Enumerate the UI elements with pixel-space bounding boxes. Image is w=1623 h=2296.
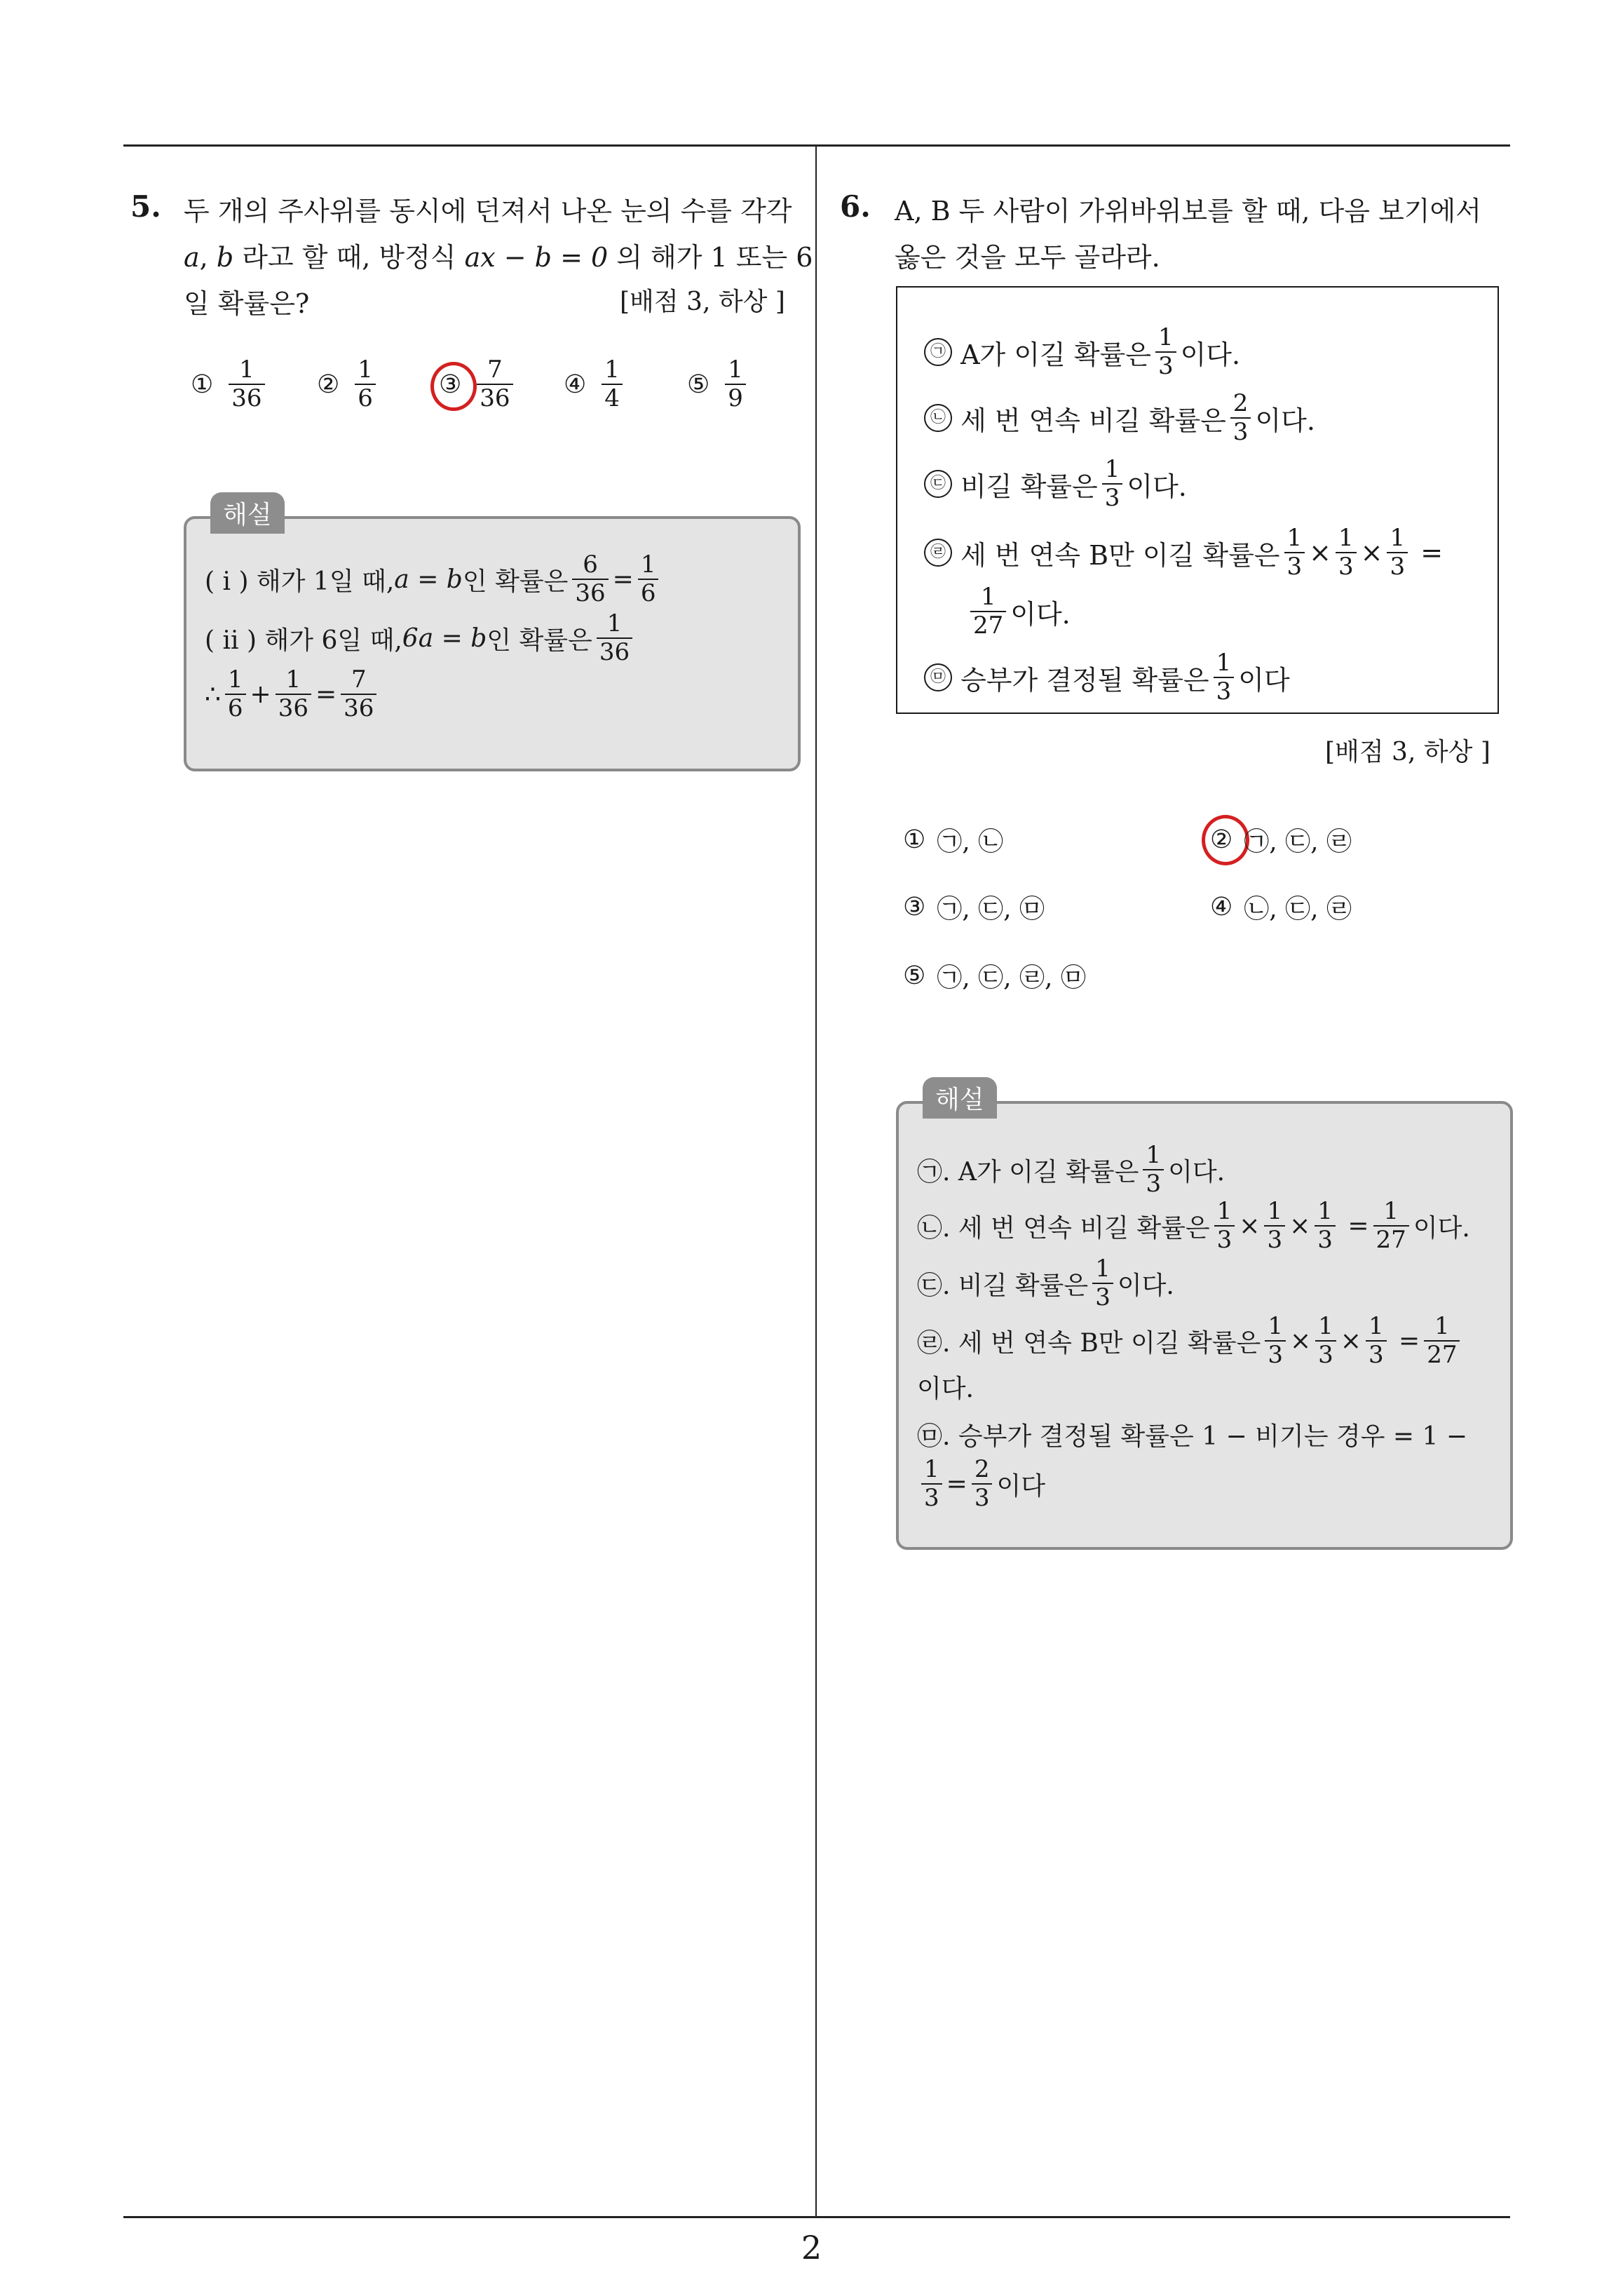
question-6-line-2: 옳은 것을 모두 골라라.	[895, 242, 1160, 273]
q5-choice-2[interactable]	[317, 356, 380, 412]
bogi-item-2: ㉡ 세 번 연속 비길 확률은 $\frac{2}{3}$ 이다.	[924, 390, 1315, 446]
choice-items: ㉠, ㉡	[937, 828, 1004, 856]
choice-items: ㉠, ㉢, ㉣	[1244, 828, 1352, 856]
column-divider	[815, 146, 817, 2216]
choice-mark: ④	[564, 370, 587, 399]
q6-choice-5[interactable]	[903, 958, 1086, 994]
equation: ax − b = 0	[464, 242, 609, 273]
q6-choice-4[interactable]	[1210, 889, 1352, 925]
choice-mark: ①	[191, 370, 214, 399]
var-a: a	[184, 242, 200, 273]
choice-fraction: $\frac{1}{9}$	[725, 356, 746, 412]
var-b: b	[216, 242, 234, 273]
q5-explanation-tag: 해설	[210, 492, 285, 534]
q6-choice-2[interactable]	[1210, 822, 1352, 858]
q6-explanation-line-2: ㉡. 세 번 연속 비길 확률은 $\frac{1}{3}$ × $\frac{1}{3}$ × $\frac{1}{3}$ = $\frac{1}{27}$ 이다.	[917, 1197, 1470, 1255]
choice-mark: ②	[317, 370, 340, 399]
choice-mark: ⑤	[687, 370, 710, 399]
bogi-mark-3: ㉢	[924, 470, 952, 498]
choice-items: ㉠, ㉢, ㉤	[937, 895, 1045, 924]
question-6-number: 6.	[840, 189, 871, 224]
bogi-item-1: ㉠ A가 이길 확률은 $\frac{1}{3}$ 이다.	[924, 324, 1240, 380]
question-6-line-1: A, B 두 사람이 가위바위보를 할 때, 다음 보기에서	[895, 196, 1481, 227]
question-5-line-3: 일 확률은?	[184, 288, 310, 319]
question-6-score: [배점 3, 하상 ]	[1325, 738, 1490, 767]
q5-explanation-line-1: ( i ) 해가 1일 때, a = b 인 확률은 $\frac{6}{36}$ = $\frac{1}{6}$	[205, 551, 663, 607]
q6-explanation-line-5: ㉤. 승부가 결정될 확률은 1 − 비기는 경우 = 1 −	[917, 1422, 1468, 1451]
choice-mark: ⑤	[903, 961, 926, 990]
line-2-end: 의 해가 1 또는 6	[608, 242, 813, 273]
bogi-item-3: ㉢ 비길 확률은 $\frac{1}{3}$ 이다.	[924, 456, 1187, 512]
line-2-mid: 라고 할 때, 방정식	[233, 242, 465, 273]
q5-choice-1[interactable]	[191, 356, 269, 412]
bottom-rule	[123, 2216, 1510, 2218]
bogi-item-5: ㉤ 승부가 결정될 확률은 $\frac{1}{3}$ 이다	[924, 649, 1290, 705]
q6-explanation-line-1: ㉠. A가 이길 확률은 $\frac{1}{3}$ 이다.	[917, 1141, 1225, 1198]
bogi-mark-4: ㉣	[924, 539, 952, 567]
choice-fraction: $\frac{7}{36}$	[477, 356, 512, 412]
q5-explanation-line-2: ( ii ) 해가 6일 때, 6a = b 인 확률은 $\frac{1}{36}$	[205, 610, 637, 666]
q5-choice-4[interactable]	[564, 356, 627, 412]
page-number: 2	[801, 2229, 822, 2267]
q6-explanation-line-4b: 이다.	[917, 1375, 974, 1403]
question-5-line-1: 두 개의 주사위를 동시에 던져서 나온 눈의 수를 각각	[184, 196, 792, 227]
choice-fraction: $\frac{1}{6}$	[355, 356, 376, 412]
bogi-mark-2: ㉡	[924, 404, 952, 432]
choice-mark: ①	[903, 825, 926, 854]
q6-explanation-line-3: ㉢. 비길 확률은 $\frac{1}{3}$ 이다.	[917, 1255, 1174, 1312]
top-rule	[123, 144, 1510, 147]
q5-choice-5[interactable]	[687, 356, 750, 412]
q5-choice-3[interactable]	[439, 356, 517, 412]
choice-mark: ③	[903, 893, 926, 921]
q6-explanation-tag: 해설	[923, 1077, 997, 1119]
question-5-score: [배점 3, 하상 ]	[620, 288, 785, 316]
bogi-mark-5: ㉤	[924, 663, 952, 691]
choice-mark: ②	[1210, 825, 1233, 854]
choice-items: ㉡, ㉢, ㉣	[1244, 895, 1352, 924]
q5-explanation-line-3: ∴ $\frac{1}{6}$ + $\frac{1}{36}$ = $\frac{7}{36}$	[205, 666, 381, 722]
question-5-line-2	[184, 236, 813, 274]
q6-explanation-line-4: ㉣. 세 번 연속 B만 이길 확률은 $\frac{1}{3}$ × $\frac{1}{3}$ × $\frac{1}{3}$ = $\frac{1}{27}$	[917, 1313, 1464, 1369]
question-5-number: 5.	[130, 189, 161, 224]
bogi-mark-1: ㉠	[924, 338, 952, 366]
q6-choice-3[interactable]	[903, 889, 1045, 925]
choice-mark: ③	[439, 370, 462, 399]
separator: ,	[199, 242, 217, 273]
bogi-item-4-cont: $\frac{1}{27}$ 이다.	[966, 583, 1071, 640]
q6-choice-1[interactable]	[903, 822, 1003, 858]
q6-explanation-line-6: $\frac{1}{3}$ = $\frac{2}{3}$ 이다	[917, 1456, 1045, 1512]
choice-fraction: $\frac{1}{36}$	[229, 356, 264, 412]
choice-mark: ④	[1210, 893, 1233, 921]
choice-items: ㉠, ㉢, ㉣, ㉤	[937, 964, 1086, 992]
choice-fraction: $\frac{1}{4}$	[602, 356, 623, 412]
bogi-item-4: ㉣ 세 번 연속 B만 이길 확률은 $\frac{1}{3}$ × $\frac{1}{3}$ × $\frac{1}{3}$ =	[924, 525, 1443, 581]
